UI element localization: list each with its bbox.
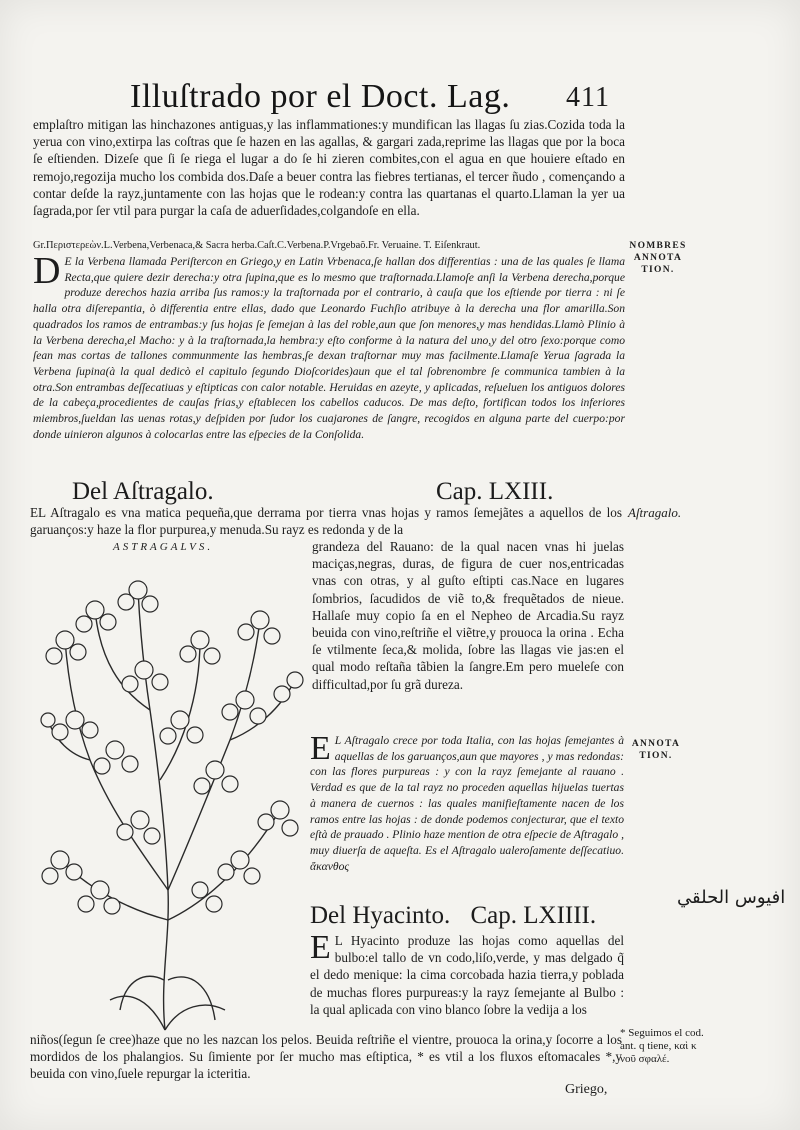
margin-footnote: * Seguimos el cod. ant. q tiene, καὶ κ νοῦ σφαλέ.: [620, 1027, 704, 1065]
hyacinto-text: [310, 929, 624, 1018]
catchword: Griego,: [565, 1082, 608, 1097]
dropcap-d: D: [33, 250, 61, 292]
astragalo-annotation-text: L Aſtragalo crece por toda Italia, con las hojas ſemejantes à aquellas de los garuanços,aun que mayores , y mas redondas: con las flores purpureas : y con la rayz ſemejante al rauano . Verdad es que de la tal rayz no proceden aquellas hijuelas tuertas à manera de cuernos : las quales manifieſtamente nacen de los ramos entre las hojas : de donde podemos conjecturar, que el texto eſtà de prauado . Plinio haze mention de otra eſpecie de Aſtragalo , muy diuerſa de aqueſta. Es el Aſtragalo ualeroſamente deſſecatiuo.: [310, 734, 624, 857]
hyacinto-chapter: Cap. LXIIII.: [470, 902, 597, 929]
page-number: 411: [566, 82, 610, 113]
dropcap-e: E: [310, 730, 331, 767]
hyacinto-text-body: L Hyacinto produze las hojas como aquellas del bulbo:el tallo de vn codo,liſo,verde, y mas delgado q̃ el dedo menique: la cima corcobada hazia tierra,y poblada de muchas flores purpureas:y la rayz ſemejante al Bulbo : la qual aplicada con vino blanco ſobre la vedija a los: [310, 933, 624, 1017]
running-title: Illuſtrado por el Doct. Lag.: [130, 78, 511, 115]
hyacinto-title: Del Hyacinto.: [310, 902, 451, 929]
top-paragraph: emplaſtro mitigan las hinchazones antiguas,y las inflammationes:y mundifican las llagas ſu zias.Cozida toda la yerua con vino,extirpa las coſtras que ſe hazen en las agallas, & gargari zada,reprime las llagas que por la boca ſe eſtienden. Dizeſe que ſi ſe riega el lugar a do ſe hi zieren combites,con el agua en que houiere eſtado en remojo,regozija mucho los combida dos.Daſe a beuer contra las fiebres tertianas, el tercer ñudo , començando a contar deſde la rayz,juntamente con las hojas que le rodean:y contra las quartanas el quarto.Llaman la yer ua ſagrada,por ſer vtil para purgar la caſa de aduerſidades,colgandoſe en ella.: [33, 117, 625, 219]
side-note-nombres-annotation: NOMBRES ANNOTA TION.: [629, 241, 687, 275]
figure-caption: ASTRAGALVS.: [113, 541, 214, 553]
astragalus-woodcut-illustration: [40, 560, 308, 1032]
side-note-annotation: ANNOTA TION.: [631, 739, 681, 761]
verbena-annotation: [33, 250, 625, 442]
astragalo-first-lines: EL Aſtragalo es vna matica pequeña,que derrama por tierra vnas hojas y ramos ſemejãtes a aquellos de los garuanços:y haze la flor purpurea,y menuda.Su rayz es redonda y de la: [30, 505, 622, 538]
hyacinto-heading: [310, 902, 596, 930]
dropcap-e-hyacinto: E: [310, 929, 331, 966]
side-note-astragalo: Aſtragalo.: [628, 505, 682, 520]
verbena-annotation-text: E la Verbena llamada Periſtercon en Griego,y en Latin Vrbenaca,ſe hallan dos differentias : una de las quales ſe llama Recta,que quiere dezir derecha:y otra ſupina,que es lo mesmo que traſtornada.Llamoſe anſi la Verbena derecha,porque produze derechos hazia arriba ſus ramos:y la traſtornada por el contrario, à cauſa que los eſtiende por tierra : ni ſe halla otra diſerepantia, ò differentia entre ellas, dado que Leonardo Fuchſio atribuye à la derecha una flor amarilla.Son quadrados los ramos de entrambas:y ſus hojas ſe ſemejan à las del roble,aun que ſon menores,y mas hendidas.Llamò Plinio à la Verbena derecha,el Macho: y à la traſtornada,la hembra:y eſto conforme à la natura del uno,y del otro ſexo:porque como ſean mas cortas de tallones communmente las hembras,ſe dexan traſtornar muy mas facilmente.Llamaſe Yerua ſagrada la Verbena ſupina(à la qual dedicò el capitulo ſegundo Dioſcorides)aun que el tal ſobrenombre ſe communica tambien à la otra.Son entrambas deſſecatiuas y eſtipticas con calor notable. Heruidas en azeyte, y aplicadas, reſueluen los antiguos dolores de la cabeça,procedientes de cauſas frias,y eſtablecen los cabellos caducos. De mas deſto, fortifican todos los inferiores miembros,ſueldan las uenas rotas,y deſpiden por ſudor los cuajarones de ſangre, recogidos en alguna parte del cuerpo:por donde uinieron algunos à colocarlas entre las eſpecies de la Conſolida.: [33, 255, 625, 441]
handwritten-arabic-note: افيوس الحلقي: [677, 887, 786, 908]
astragalo-description: grandeza del Rauano: de la qual nacen vnas hi juelas maciças,negras, duras, de figura de cuer nos,entricadas vnas con otras, y al guſto eſtipti cas.Nace en lugares ſombrios, ſacudidos de viẽ to,& frequẽtados de nieue. Hallaſe muy copio ſa en el Nepheo de Arcadia.Su rayz beuida con vino,reſtriñe el viẽtre,y prouoca la orina . Echa ſe vtilmente ſeca,& molida, ſobre las llagas vie jas:en el qual modo reſtaña tãbien la ſangre.Em pero mueleſe con difficultad,por ſu grã dureza.: [312, 539, 624, 692]
astragalo-heading: Del Aſtragalo.: [72, 478, 214, 505]
hyacinto-bottom-text: niños(ſegun ſe cree)haze que no les nazcan los pelos. Beuida reſtriñe el vientre, prouoca la orina,y ſocorre a los mordidos de los phalangios. Su ſimiente por ſer mucho mas eſtiptica, * es vtil a los fluxos eſtomacales *,y beuida con vino,ſuele repurgar la icteritia.: [30, 1032, 622, 1082]
plant-names-line: Gr.Περιστερεὼν.L.Verbena,Verbenaca,& Sacra herba.Caſt.C.Verbena.P.Vrgebaõ.Fr. Veruaine. T. Eiſenkraut.: [33, 240, 481, 251]
astragalo-chapter: Cap. LXIII.: [436, 478, 554, 505]
astragalo-annotation: [310, 730, 624, 874]
greek-note: ἄκανθος: [310, 859, 350, 873]
page-header: [130, 78, 610, 118]
